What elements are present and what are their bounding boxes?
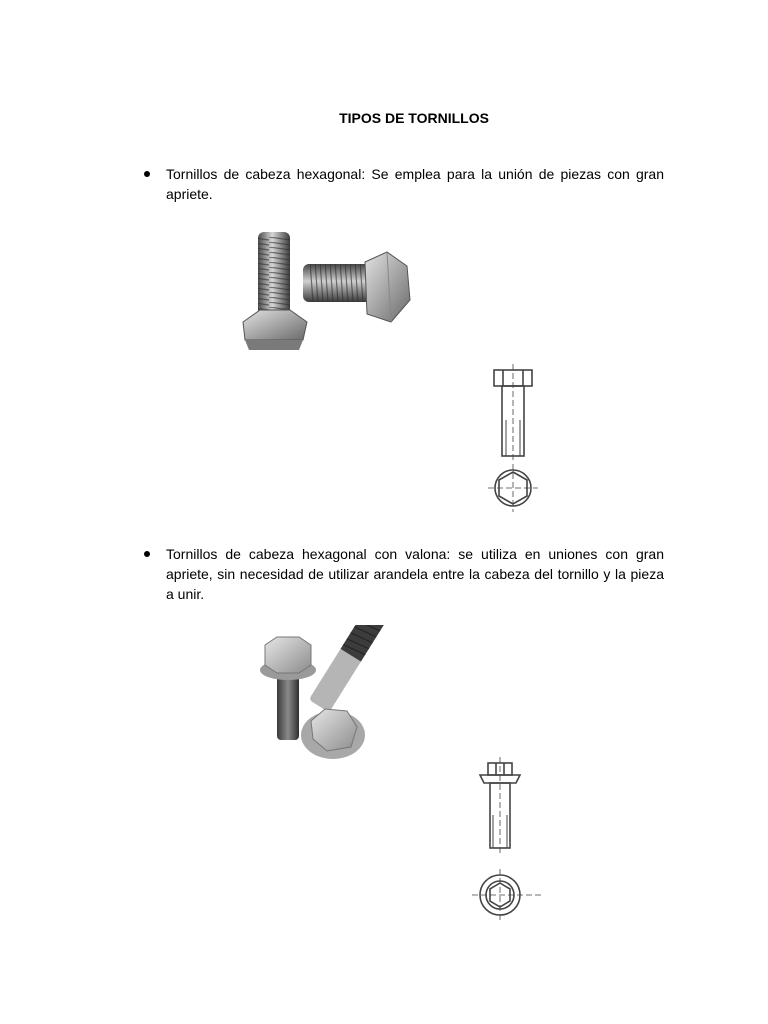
flange-bolt-photo <box>255 625 435 760</box>
bullet-icon <box>144 551 150 557</box>
list-item-flange-bolt <box>144 544 664 604</box>
list-item-text: Tornillos de cabeza hexagonal con valona: se utiliza en uniones con gran apriete, sin necesidad de utilizar arandela entre la cabeza del tornillo y la pieza a unir. <box>166 546 664 602</box>
hex-bolt-photo <box>225 222 425 362</box>
list-item-hex-bolt <box>144 164 664 204</box>
hex-bolt-technical-drawing <box>428 360 598 520</box>
flange-bolt-technical-drawing <box>452 755 547 925</box>
list-item-text: Tornillos de cabeza hexagonal: Se emplea para la unión de piezas con gran apriete. <box>166 166 664 202</box>
page-title: TIPOS DE TORNILLOS <box>339 110 489 126</box>
bullet-icon <box>144 171 150 177</box>
